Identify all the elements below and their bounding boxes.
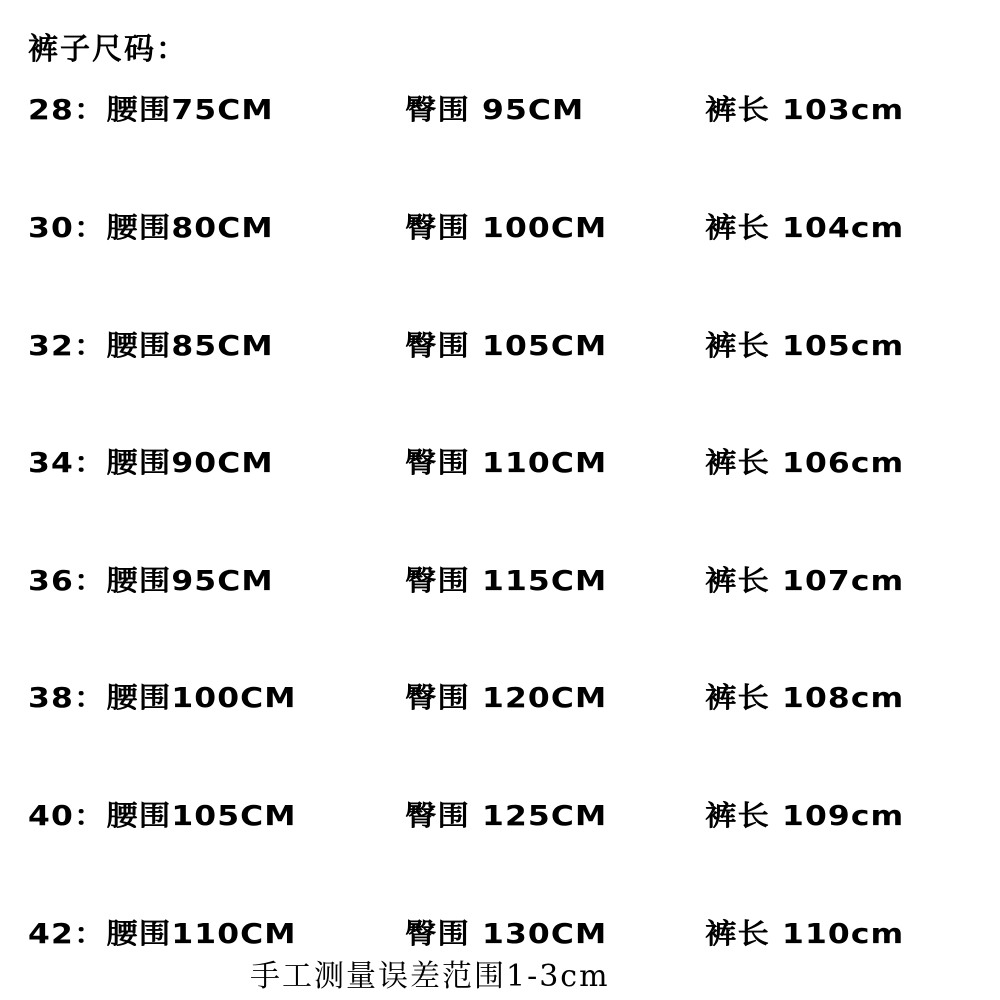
size-row-36 bbox=[0, 561, 1000, 601]
waist-measure: 36：腰围95CM bbox=[28, 564, 274, 597]
length-measure: 裤长 104cm bbox=[705, 211, 905, 244]
size-row-30 bbox=[0, 208, 1000, 248]
size-row-32 bbox=[0, 326, 1000, 366]
waist-measure: 38：腰围100CM bbox=[28, 681, 297, 714]
length-measure: 裤长 105cm bbox=[705, 329, 905, 362]
length-measure: 裤长 109cm bbox=[705, 799, 905, 832]
size-chart-title: 裤子尺码： bbox=[28, 32, 188, 67]
size-row-34 bbox=[0, 443, 1000, 483]
hip-measure: 臀围 105CM bbox=[405, 329, 608, 362]
waist-measure: 42：腰围110CM bbox=[28, 917, 297, 950]
waist-measure: 40：腰围105CM bbox=[28, 799, 297, 832]
waist-measure: 34：腰围90CM bbox=[28, 446, 274, 479]
hip-measure: 臀围 95CM bbox=[405, 93, 585, 126]
hip-measure: 臀围 115CM bbox=[405, 564, 608, 597]
waist-measure: 30：腰围80CM bbox=[28, 211, 274, 244]
size-row-28 bbox=[0, 90, 1000, 130]
hip-measure: 臀围 100CM bbox=[405, 211, 608, 244]
size-row-40 bbox=[0, 796, 1000, 836]
hip-measure: 臀围 120CM bbox=[405, 681, 608, 714]
length-measure: 裤长 103cm bbox=[705, 93, 905, 126]
size-row-42 bbox=[0, 914, 1000, 954]
length-measure: 裤长 106cm bbox=[705, 446, 905, 479]
waist-measure: 32：腰围85CM bbox=[28, 329, 274, 362]
length-measure: 裤长 110cm bbox=[705, 917, 905, 950]
waist-measure: 28：腰围75CM bbox=[28, 93, 274, 126]
hip-measure: 臀围 110CM bbox=[405, 446, 608, 479]
length-measure: 裤长 108cm bbox=[705, 681, 905, 714]
measurement-error-note: 手工测量误差范围1-3cm bbox=[250, 959, 610, 994]
hip-measure: 臀围 130CM bbox=[405, 917, 608, 950]
hip-measure: 臀围 125CM bbox=[405, 799, 608, 832]
size-row-38 bbox=[0, 678, 1000, 718]
length-measure: 裤长 107cm bbox=[705, 564, 905, 597]
